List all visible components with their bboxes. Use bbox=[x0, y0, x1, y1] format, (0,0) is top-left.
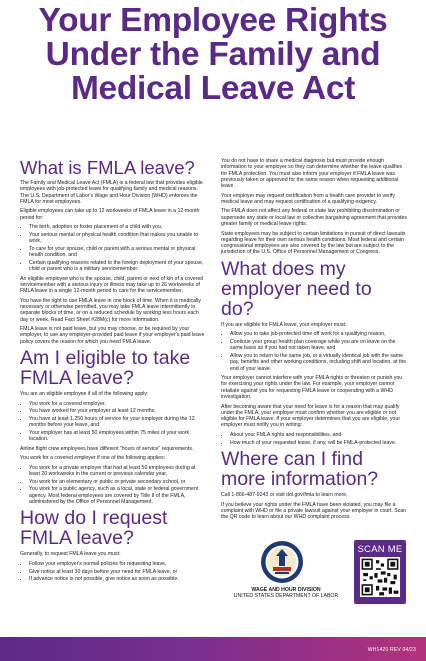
what-p3: An eligible employee who is the spouse, child, parent or next of kin of a covered servicemember with a serious injury or illness may take up to 26 workweeks of FMLA leave in a single 12-month period to care for the servicemember. bbox=[20, 275, 204, 295]
agency-name bbox=[221, 587, 351, 600]
right-column bbox=[221, 158, 409, 524]
eligible-p3: You work for a covered employer if one of the following applies: bbox=[20, 455, 166, 462]
what-p5: FMLA leave is not paid leave, but you may choose, or be required by your employer, to use any employer-provided paid leave if your employer's paid leave policy covers the reason for which you need FMLA leave. bbox=[20, 326, 205, 345]
list-item: • Continue your group health plan coverage while you are on leave on the same basis as if you had not taken leave, and bbox=[230, 339, 409, 352]
list-item: • You have at least 1,250 hours of service for your employer during the 12 months before your leave, and bbox=[29, 416, 206, 429]
eligible-list bbox=[20, 401, 206, 443]
employer-p3: After becoming aware that your need for leave is for a reason that may qualify under the FMLA, your employer must confirm whether you are eligible or not eligible for FMLA leave. If your employer determines that you are eligible, your employer must notify you in writing: bbox=[221, 403, 401, 429]
heading-what-is-fmla: What is FMLA leave? bbox=[20, 157, 195, 178]
list-item: • Give notice at least 30 days before your need for FMLA leave, or bbox=[29, 569, 206, 575]
list-item: • To care for your spouse, child or parent with a serious mental or physical health condition, and bbox=[29, 246, 206, 259]
list-item: • You work for a public agency, such as a local, state or federal government agency. Most federal employees are covered by Title II of the FMLA, administered by the Office of Personnel Management. bbox=[29, 486, 206, 505]
form-code: WH1420 REV 04/23 bbox=[367, 647, 416, 653]
request-p1: Generally, to request FMLA leave you must: bbox=[20, 551, 121, 558]
eligible-list2 bbox=[20, 465, 206, 506]
list-item: • How much of your requested leave, if any, will be FMLA-protected leave. bbox=[230, 440, 409, 446]
list-item: • You work for a private employer that had at least 50 employees during at least 20 workweeks in the current or previous calendar year, bbox=[29, 465, 206, 478]
eligible-p2: Airline flight crew employees have different "hours of service" requirements. bbox=[20, 445, 194, 452]
list-item: • Your employer has at least 50 employees within 75 miles of your work location. bbox=[29, 430, 206, 443]
list-item: • About your FMLA rights and responsibilities, and bbox=[230, 432, 409, 438]
heading-more-info: Where can I find more information? bbox=[221, 448, 379, 491]
qr-code-icon[interactable] bbox=[360, 557, 400, 597]
list-item: • If advance notice is not possible, give notice as soon as possible. bbox=[29, 576, 206, 582]
heading-request: How do I request FMLA leave? bbox=[20, 507, 168, 550]
employer-p1: If you are eligible for FMLA leave, your employer must: bbox=[221, 321, 347, 328]
agency-line2: UNITED STATES DEPARTMENT OF LABOR bbox=[233, 593, 339, 600]
list-item: • Allow you to take job-protected time off work for a qualifying reason, bbox=[230, 331, 409, 337]
right-p3: The FMLA does not affect any federal or state law prohibiting discrimination or supersede any state or local law or collective bargaining agreement that provides greater family or medical leave rights. bbox=[221, 208, 407, 228]
employer-list2 bbox=[221, 432, 409, 446]
employer-list bbox=[221, 331, 409, 372]
list-item: • You have worked for your employer at least 12 months, bbox=[29, 408, 206, 414]
list-item: • Allow you to return to the same job, or a virtually identical job with the same pay, benefits and other working conditions, including shift and location, at the end of your leave. bbox=[230, 353, 409, 372]
list-item: • You work for a covered employer, bbox=[29, 401, 206, 407]
heading-employer: What does my employer need to do? bbox=[221, 257, 372, 320]
list-item: • Your serious mental or physical health condition that makes you unable to work, bbox=[29, 232, 206, 245]
scan-me-label: SCAN ME bbox=[357, 543, 403, 554]
right-p2: Your employer may request certification from a health care provider to verify medical leave and may request certification of a qualifying exigency. bbox=[221, 192, 395, 205]
eligible-p1: You are an eligible employee if all of the following apply: bbox=[20, 391, 149, 398]
list-item: • You work for an elementary or public or private secondary school, or bbox=[29, 479, 206, 485]
request-list bbox=[20, 561, 206, 583]
right-p1: You do not have to share a medical diagnosis but must provide enough information to your employer so they can determine whether the leave qualifies for FMLA protection. You must also inform your employer if FMLA leave was previously taken or approved for the same reason when requesting additional leave. bbox=[221, 158, 403, 190]
agency-line1: WAGE AND HOUR DIVISION bbox=[251, 587, 321, 593]
list-item: • Follow your employer's normal policies for requesting leave, bbox=[29, 561, 206, 567]
footer-bar bbox=[0, 637, 426, 661]
what-list bbox=[20, 224, 206, 272]
list-item: • The birth, adoption or foster placement of a child with you, bbox=[29, 224, 206, 230]
employer-p2: Your employer cannot interfere with your FMLA rights or threaten or punish you for exercising your rights under the law. For example, your employer cannot retaliate against you for requesting FMLA leave or cooperating with a WHD investigation. bbox=[221, 375, 403, 401]
right-p4: State employees may be subject to certain limitations in pursuit of direct lawsuits regarding leave for their own serious health conditions. Most federal and certain congressional employees are also covered by the law but are subject to the jurisdiction of the U.S. Office of Personnel Management or Congress. bbox=[221, 230, 406, 256]
left-column bbox=[20, 158, 206, 586]
qr-panel bbox=[354, 540, 406, 604]
info-p1: Call 1-866-487-9243 or visit dol.gov/fmla to learn more. bbox=[221, 492, 348, 499]
info-p2: If you believe your rights under the FMLA have been violated, you may file a complaint with WHD or file a private lawsuit against your employer in court. Scan the QR code to learn about our WHD complaint process. bbox=[221, 501, 407, 521]
page-title: Your Employee Rights Under the Family and Medical Leave Act bbox=[38, 2, 388, 107]
heading-eligible: Am I eligible to take FMLA leave? bbox=[20, 347, 191, 390]
what-p2: Eligible employees can take up to 12 workweeks of FMLA leave in a 12-month period for: bbox=[20, 208, 200, 221]
what-p4: You have the right to use FMLA leave in one block of time. When it is medically necessary or otherwise permitted, you may take FMLA leave intermittently in separate blocks of time, or on a reduced schedule by working less hours each day or week. Read Fact Sheet #28M(c) for more information. bbox=[20, 297, 201, 323]
list-item: • Certain qualifying reasons related to the foreign deployment of your spouse, child or parent who is a military servicemember. bbox=[29, 260, 206, 273]
dol-seal-icon bbox=[260, 540, 304, 584]
what-p1: The Family and Medical Leave Act (FMLA) is a federal law that provides eligible employees with job-protected leave for qualifying family and medical reasons. The U.S. Department of Labor's Wage and Hour Division (WHD) enforces the FMLA for most employees. bbox=[20, 180, 203, 205]
